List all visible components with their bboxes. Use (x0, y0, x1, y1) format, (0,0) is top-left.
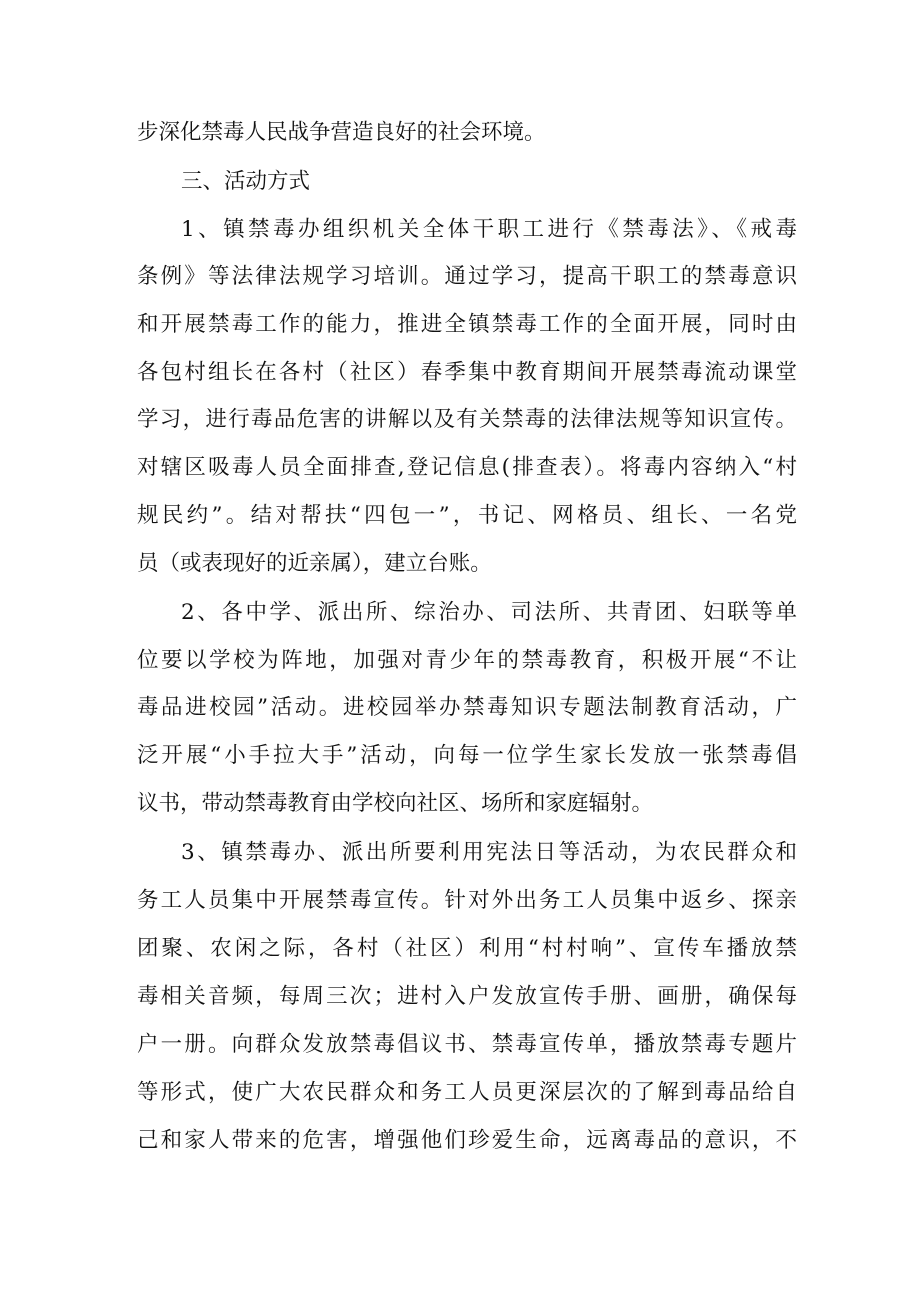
text-line: 等形式，使广大农民群众和务工人员更深层次的了解到毒品给自 (137, 1080, 797, 1105)
text-line: 步深化禁毒人民战争营造良好的社会环境。 (137, 120, 546, 145)
text-line: 泛开展“小手拉大手”活动，向每一位学生家长发放一张禁毒倡 (137, 743, 797, 768)
text-line: 和开展禁毒工作的能力，推进全镇禁毒工作的全面开展，同时由 (137, 312, 797, 337)
text-line: 毒相关音频，每周三次；进村入户发放宣传手册、画册，确保每 (137, 984, 797, 1009)
text-line: 户一册。向群众发放禁毒倡议书、禁毒宣传单，播放禁毒专题片 (137, 1032, 797, 1057)
text-line: 对辖区吸毒人员全面排查,登记信息(排查表）。将毒内容纳入“村 (137, 455, 797, 480)
text-line: 务工人员集中开展禁毒宣传。针对外出务工人员集中返乡、探亲 (137, 888, 797, 913)
text-line: 3、镇禁毒办、派出所要利用宪法日等活动，为农民群众和 (181, 840, 797, 865)
text-line: 员（或表现好的近亲属），建立台账。 (137, 551, 492, 576)
text-line: 位要以学校为阵地，加强对青少年的禁毒教育，积极开展“不让 (137, 648, 797, 673)
text-line: 议书，带动禁毒教育由学校向社区、场所和家庭辐射。 (137, 791, 654, 816)
section-heading: 三、活动方式 (181, 169, 311, 194)
text-line: 1、镇禁毒办组织机关全体干职工进行《禁毒法》、《戒毒 (181, 217, 797, 242)
text-line: 规民约”。结对帮扶“四包一”，书记、网格员、组长、一名党 (137, 503, 797, 528)
text-line: 团聚、农闲之际，各村（社区）利用“村村响”、宣传车播放禁 (137, 936, 797, 961)
text-line: 各包村组长在各村（社区）春季集中教育期间开展禁毒流动课堂 (137, 360, 797, 385)
text-line: 己和家人带来的危害，增强他们珍爱生命，远离毒品的意识，不 (137, 1128, 797, 1153)
text-line: 毒品进校园”活动。进校园举办禁毒知识专题法制教育活动，广 (137, 695, 797, 720)
text-line: 学习，进行毒品危害的讲解以及有关禁毒的法律法规等知识宣传。 (137, 407, 797, 432)
text-line: 条例》等法律法规学习培训。通过学习，提高干职工的禁毒意识 (137, 264, 797, 289)
text-line: 2、各中学、派出所、综治办、司法所、共青团、妇联等单 (181, 600, 797, 625)
